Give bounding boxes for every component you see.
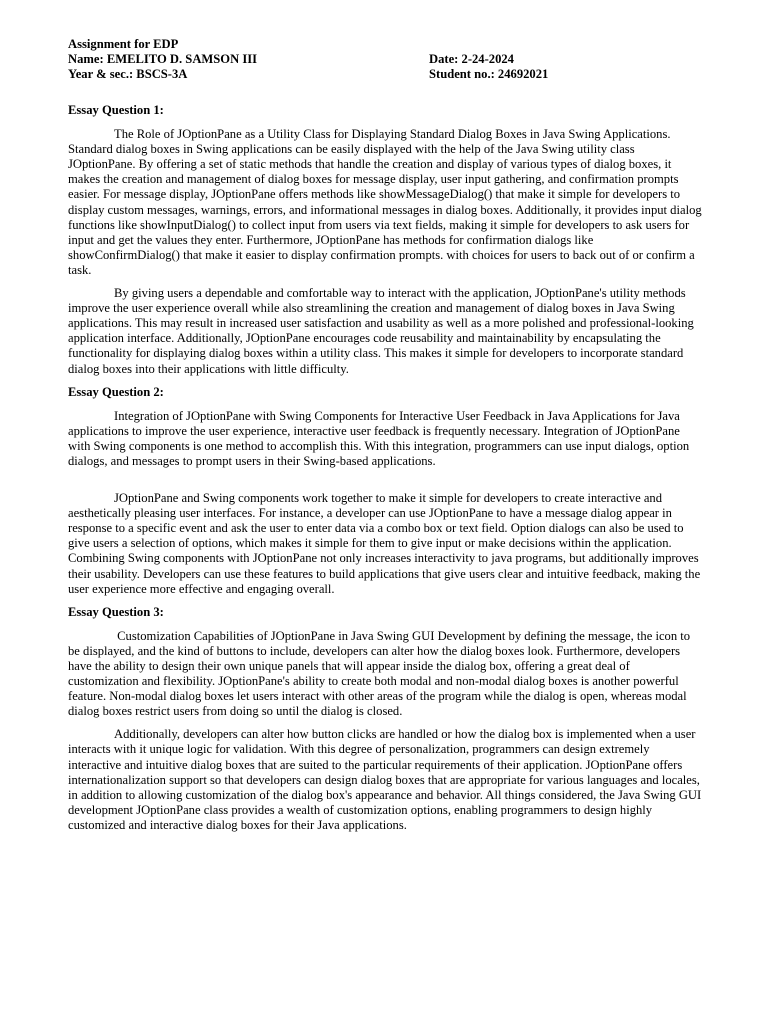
essay-1-paragraph-1: The Role of JOptionPane as a Utility Class for Displaying Standard Dialog Boxes in Java Swing Applications. Standard dialog boxes in Swing applications can be easily displayed with the help of the Java Swing utility class JOptionPane. By offering a set of static methods that handle the creation and display of various types of dialog boxes, it makes the creation and management of dialog boxes for message display, user input gathering, and confirmation prompts easier. For message display, JOptionPane offers methods like showMessageDialog() that make it simple for developers to display custom messages, warnings, errors, and informational messages in dialog boxes. Additionally, it provides input dialog functions like showInputDialog() to collect input from users via text fields, making it simple for developers to ask users for input and get the values they enter. Furthermore, JOptionPane has methods for confirmation dialogs like showConfirmDialog() that make it easier to display confirmation prompts. with choices for users to back out of or confirm a task. (68, 127, 702, 277)
essay-2-heading: Essay Question 2: (68, 384, 164, 399)
essay-2-paragraph-1: Integration of JOptionPane with Swing Components for Interactive User Feedback in Java Applications for Java applications to improve the user experience, interactive user feedback is frequently necessary. Integration of JOptionPane with Swing components is one method to accomplish this. With this integration, programmers can use input dialogs, option dialogs, and messages to prompt users in their Swing-based applications. (68, 408, 690, 468)
student-number: Student no.: 24692021 (429, 67, 549, 81)
assignment-title: Assignment for EDP (68, 37, 179, 51)
name-date-row (68, 52, 702, 67)
essay-1-paragraph-2: By giving users a dependable and comfortable way to interact with the application, JOptionPane's utility methods improve the user experience overall while also streamlining the creation and management of dialog boxes in Java Swing applications. This may result in increased user satisfaction and usability as well as a more polished and professional-looking application interface. Additionally, JOptionPane encourages code reusability and maintainability by encapsulating the functionality for displaying dialog boxes within a utility class. This makes it simple for developers to incorporate standard dialog boxes into their applications with little difficulty. (68, 286, 694, 376)
document-page (68, 37, 702, 833)
year-student-row (68, 67, 702, 82)
submission-date: Date: 2-24-2024 (429, 52, 514, 66)
year-section: Year & sec.: BSCS-3A (68, 67, 188, 81)
essay-1-heading: Essay Question 1: (68, 103, 164, 117)
essay-3-paragraph-2: Additionally, developers can alter how button clicks are handled or how the dialog box is implemented when a user interacts with it unique logic for validation. With this degree of personalization, programmers can design extremely interactive and intuitive dialog boxes that are suited to the particular requirements of their application. JOptionPane offers internationalization support so that developers can design dialog boxes that are appropriate for various languages and locales, in addition to allowing customization of the dialog box's appearance and behavior. All things considered, the Java Swing GUI development JOptionPane class provides a wealth of customization options, enabling programmers to design highly customized and interactive dialog boxes for their Java applications. (68, 727, 702, 832)
essay-3-heading: Essay Question 3: (68, 604, 164, 619)
essay-2-paragraph-2: JOptionPane and Swing components work together to make it simple for developers to create interactive and aesthetically pleasing user interfaces. For instance, a developer can use JOptionPane to have a message dialog appear in response to a specific event and ask the user to enter data via a combo box or text field. Option dialogs can also be used to give users a selection of options, which makes it simple for them to give input or make decisions within the application. Combining Swing components with JOptionPane not only increases interactivity to java programs, but additionally improves their usability. Developers can use these features to build applications that give users clear and intuitive feedback, making the user experience more effective and engaging overall. (68, 491, 701, 596)
essay-3-paragraph-1: Customization Capabilities of JOptionPane in Java Swing GUI Development by defining the message, the icon to be displayed, and the kind of buttons to include, developers can alter how the dialog boxes look. Furthermore, developers have the ability to design their own unique panels that will appear inside the dialog box, offering a great deal of customization and flexibility. JOptionPane's ability to create both modal and non-modal dialog boxes is another powerful feature. Non-modal dialog boxes let users interact with other areas of the program while the dialog is open, whereas modal dialog boxes restrict users from doing so until the dialog is closed. (68, 628, 694, 719)
student-name: Name: EMELITO D. SAMSON III (68, 52, 258, 66)
assignment-title-row (68, 37, 702, 52)
